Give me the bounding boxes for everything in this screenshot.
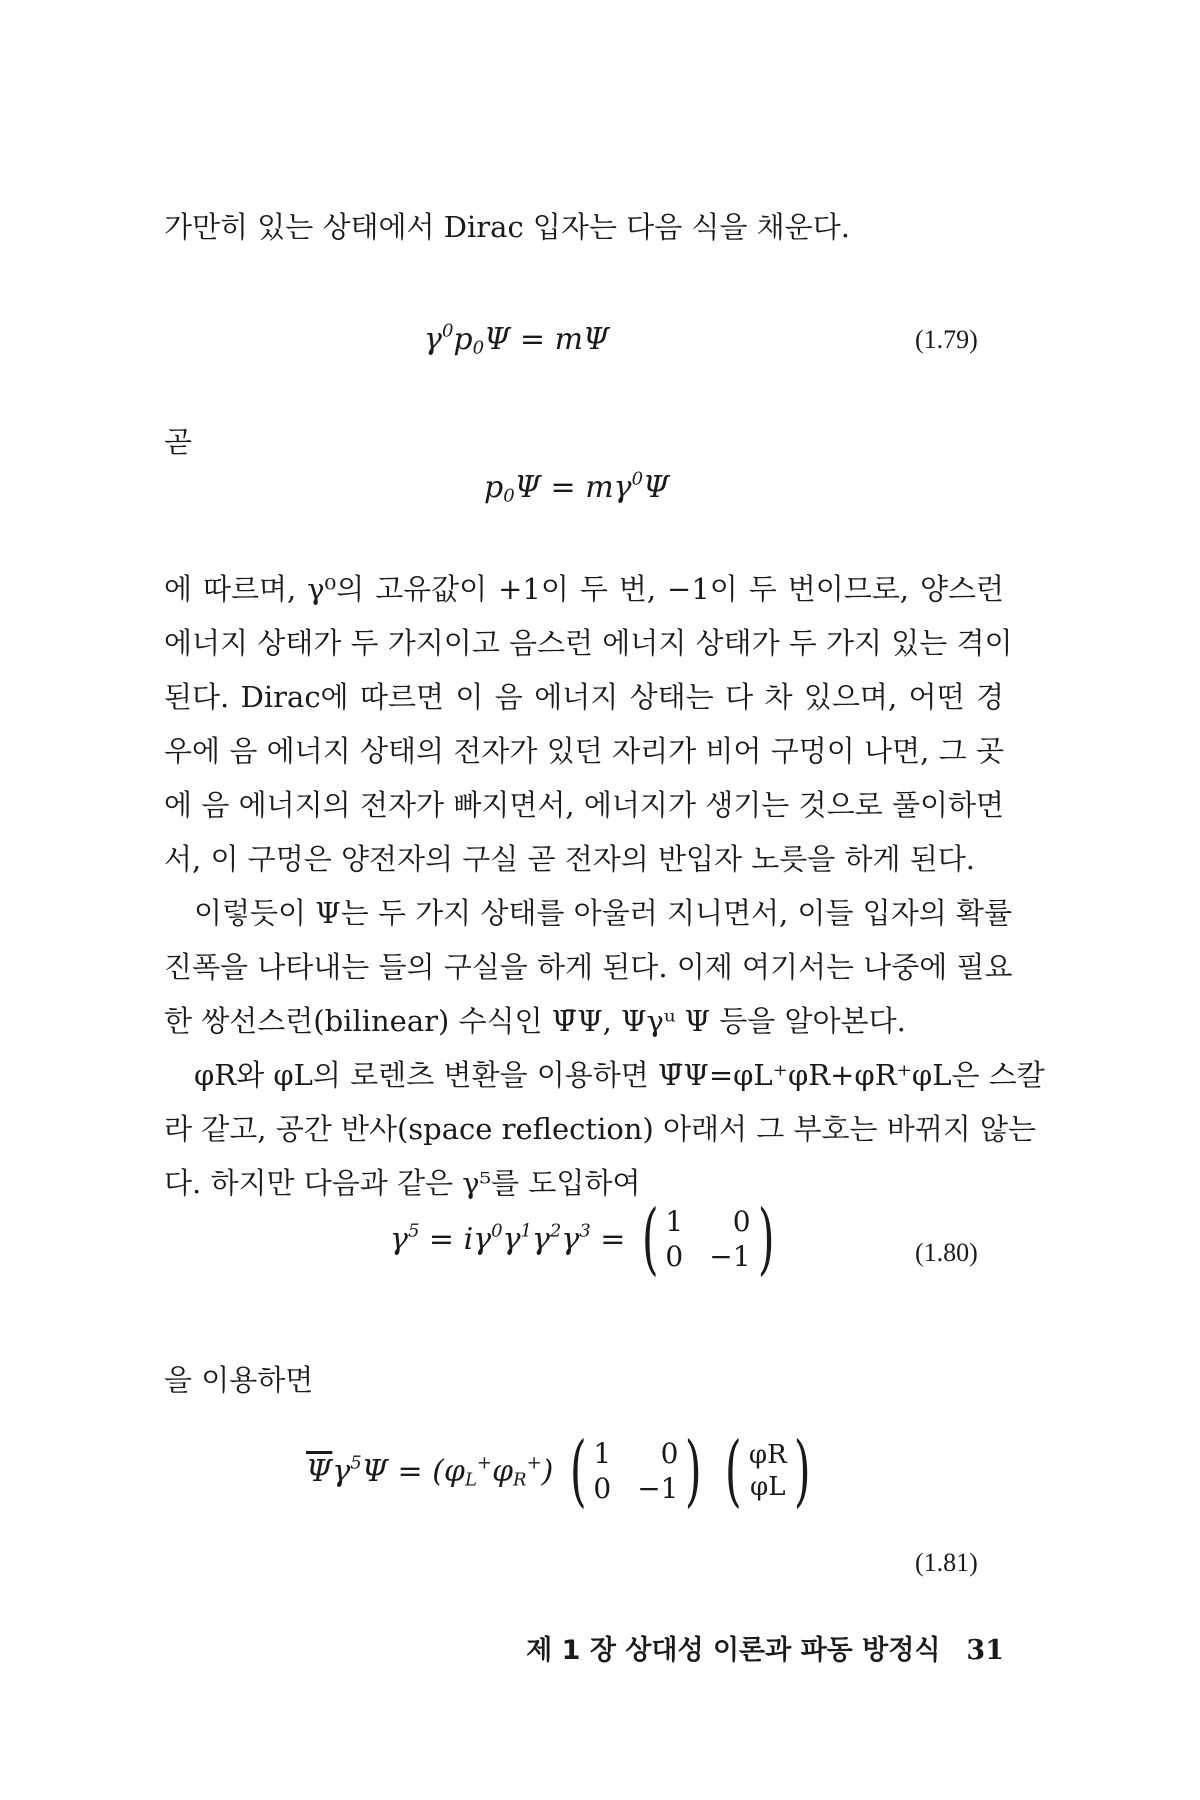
text-line: 다. 하지만 다음과 같은 γ⁵를 도입하여 <box>164 1166 641 1200</box>
text-line: 진폭을 나타내는 들의 구실을 하게 된다. 이제 여기서는 나중에 필요 <box>164 950 1013 984</box>
gamma5-matrix: ( 1 0 0 −1 ) <box>641 1194 775 1284</box>
matrix-cell: −1 <box>709 1240 751 1273</box>
text-line: 에너지 상태가 두 가지이고 음스런 에너지 상태가 두 가지 있는 격이 <box>164 626 1013 660</box>
text-line: 우에 음 에너지 상태의 전자가 있던 자리가 비어 구멍이 나면, 그 곳 <box>164 734 1004 768</box>
equation-text-sources <box>0 0 1 1</box>
matrix-cell: 0 <box>665 1240 684 1273</box>
matrix-cell: 1 <box>665 1205 684 1238</box>
vector-cell: φL <box>750 1472 786 1502</box>
matrix-cell: 0 <box>732 1205 751 1238</box>
text-line: 라 같고, 공간 반사(space reflection) 아래서 그 부호는 바뀌지 않는 <box>164 1112 1037 1146</box>
text-line: 가만히 있는 상태에서 Dirac 입자는 다음 식을 채운다. <box>164 210 850 244</box>
text-line: 서, 이 구멍은 양전자의 구실 곧 전자의 반입자 노릇을 하게 된다. <box>164 842 975 876</box>
equation-number-1-80: (1.80) <box>915 1238 978 1267</box>
equation-1-81: $\overline{\Psi}\gamma^5\Psi = (\varphi_L^+\varphi_R^+)$ ( 1 0 0 −1 ) ( φR φL ) <box>306 1432 817 1510</box>
page-footer <box>526 1628 1004 1667</box>
vector-cell: φR <box>748 1440 787 1470</box>
page-number: 31 <box>966 1635 1004 1666</box>
eq179-lhs <box>0 0 1 1</box>
paragraph-intro <box>164 200 1004 254</box>
text-line: 에 따르며, γ⁰의 고유값이 +1이 두 번, −1이 두 번이므로, 양스런 <box>164 572 1004 606</box>
equation-1-79: $\gamma^0p_0\Psi = m\Psi$ <box>424 320 610 359</box>
text-line: 에 음 에너지의 전자가 빠지면서, 에너지가 생기는 것으로 풀이하면 <box>164 788 1004 822</box>
paragraph-dirac-sea <box>164 562 1013 886</box>
label-gon: 곧 <box>164 425 193 459</box>
label-iyong: 을 이용하면 <box>164 1363 314 1397</box>
text-line: 된다. Dirac에 따르면 이 음 에너지 상태는 다 차 있으며, 어떤 경 <box>164 680 1004 714</box>
gamma5-matrix: ( 1 0 0 −1 ) <box>569 1426 703 1516</box>
paragraph-lorentz <box>164 1048 1045 1210</box>
matrix-cell: −1 <box>637 1472 679 1505</box>
phi-vector: ( φR φL ) <box>725 1426 811 1516</box>
text-line: 한 쌍선스런(bilinear) 수식인 Ψ̄Ψ, Ψγᵘ Ψ 등을 알아본다. <box>164 1004 906 1038</box>
matrix-cell: 0 <box>660 1437 679 1470</box>
equation-number-1-79: (1.79) <box>915 325 978 354</box>
paragraph-bilinear <box>164 886 1013 1048</box>
text-line: φR와 φL의 로렌츠 변환을 이용하면 Ψ̄Ψ=φL⁺φR+φR⁺φL은 스칼 <box>194 1058 1045 1092</box>
chapter-title: 제 1 장 상대성 이론과 파동 방정식 <box>526 1635 941 1666</box>
matrix-cell: 1 <box>593 1437 612 1470</box>
equation-p0-psi: $p_0\Psi = m\gamma^0\Psi$ <box>484 468 670 507</box>
text-line: 이렇듯이 Ψ는 두 가지 상태를 아울러 지니면서, 이들 입자의 확률 <box>194 896 1012 930</box>
matrix-cell: 0 <box>593 1472 612 1505</box>
equation-1-80: $\gamma^5 = i\gamma^0\gamma^1\gamma^2\gamma^3$ = ( 1 0 0 −1 ) <box>390 1200 781 1278</box>
equation-number-1-81: (1.81) <box>915 1548 978 1577</box>
